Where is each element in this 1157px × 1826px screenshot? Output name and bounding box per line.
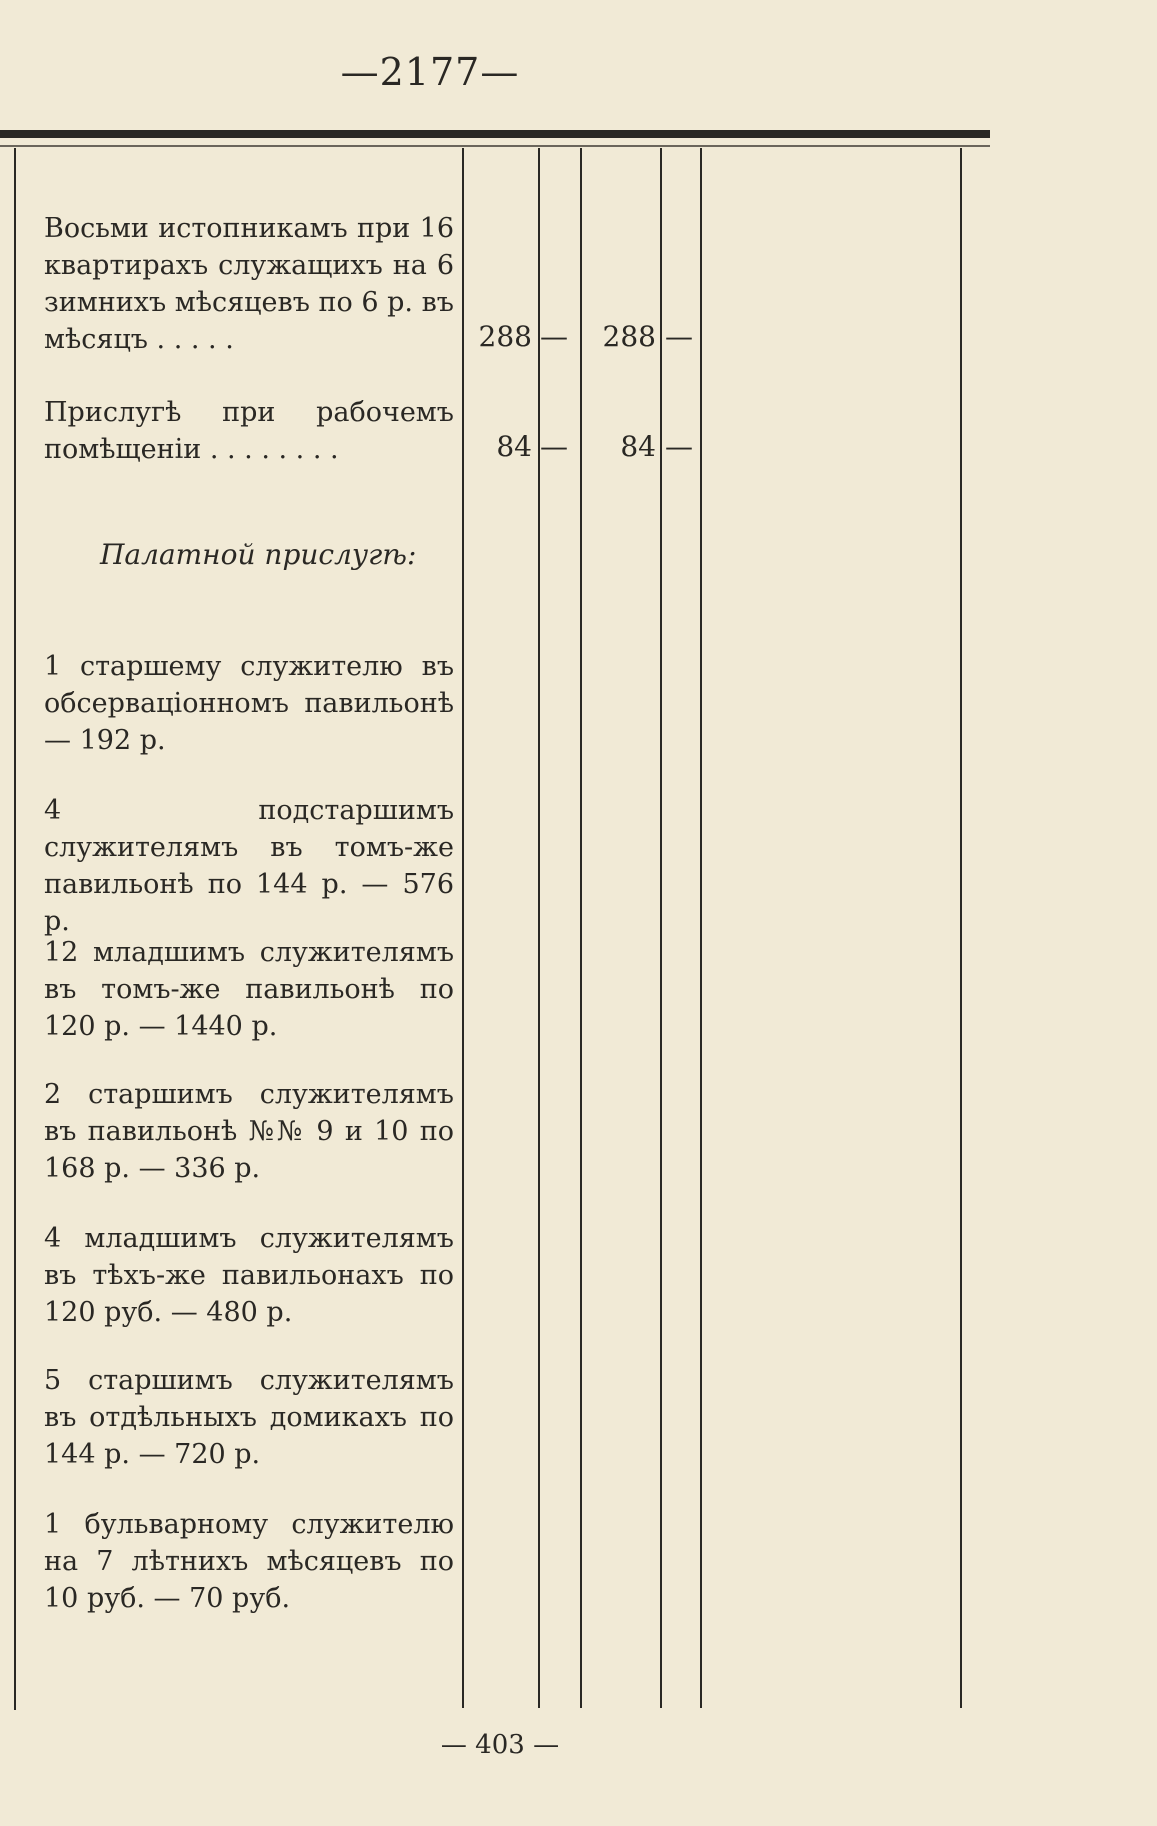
- kopeck-dash-2: —: [665, 320, 693, 353]
- section-heading: Палатной прислугѣ:: [100, 538, 417, 571]
- column-line-notes: [700, 148, 702, 1708]
- entry-text: Восьми истопникамъ при 16 квартирахъ служащихъ на 6 зимнихъ мѣсяцевъ по 6 р. въ мѣсяцъ . . . . .: [44, 213, 454, 355]
- list-item: [44, 792, 454, 940]
- list-item: [44, 1362, 454, 1473]
- column-line-amount-left: [462, 148, 464, 1708]
- list-item: [44, 1506, 454, 1617]
- top-rule-thin: [0, 145, 990, 147]
- kopeck-dash-2: —: [665, 430, 693, 463]
- amount-2: 288: [602, 320, 656, 353]
- list-item: [44, 934, 454, 1045]
- amount-1: 288: [478, 320, 532, 353]
- amount-1: 84: [496, 430, 532, 463]
- list-item: [44, 1076, 454, 1187]
- list-item: [44, 648, 454, 759]
- item-text: 1 старшему служителю въ обсерваціонномъ павильонѣ — 192 р.: [44, 651, 454, 756]
- column-line-amount-2-left: [580, 148, 582, 1708]
- column-line-kop-2: [660, 148, 662, 1708]
- item-text: 12 младшимъ служителямъ въ томъ-же павильонѣ по 120 р. — 1440 р.: [44, 937, 454, 1042]
- item-text: 5 старшимъ служителямъ въ отдѣльныхъ домикахъ по 144 р. — 720 р.: [44, 1365, 454, 1470]
- item-text: 1 бульварному служителю на 7 лѣтнихъ мѣсяцевъ по 10 руб. — 70 руб.: [44, 1509, 454, 1614]
- table-row: [44, 394, 454, 468]
- item-text: 4 подстаршимъ служителямъ въ томъ-же павильонѣ по 144 р. — 576 р.: [44, 795, 454, 937]
- page-number: —2177—: [340, 50, 520, 94]
- entry-text: Прислугѣ при рабочемъ помѣщеніи . . . . . . . .: [44, 397, 454, 465]
- kopeck-dash-1: —: [540, 430, 568, 463]
- amount-2: 84: [620, 430, 656, 463]
- footer-page-number: — 403 —: [440, 1730, 560, 1760]
- table-row: [44, 210, 454, 358]
- kopeck-dash-1: —: [540, 320, 568, 353]
- top-rule-thick: [0, 130, 990, 138]
- item-text: 4 младшимъ служителямъ въ тѣхъ-же павильонахъ по 120 руб. — 480 р.: [44, 1223, 454, 1328]
- item-text: 2 старшимъ служителямъ въ павильонѣ №№ 9 и 10 по 168 р. — 336 р.: [44, 1079, 454, 1184]
- column-line-kop-1: [538, 148, 540, 1708]
- column-line-right: [960, 148, 962, 1708]
- column-line-left: [14, 148, 16, 1710]
- list-item: [44, 1220, 454, 1331]
